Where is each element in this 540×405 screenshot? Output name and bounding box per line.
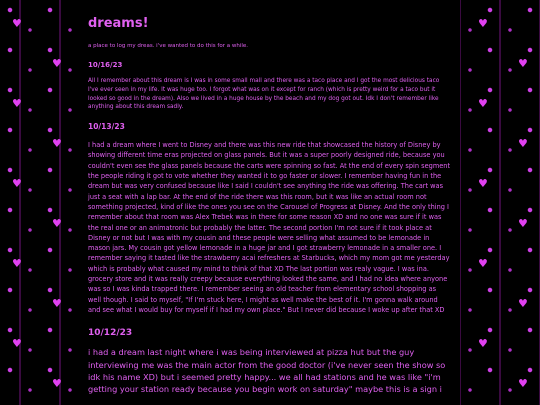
- heart-icon: ♥: [518, 297, 528, 310]
- heart-icon: ♥: [478, 257, 488, 270]
- heart-icon: ♥: [518, 377, 528, 390]
- heart-icon: ♥: [52, 137, 62, 150]
- heart-icon: ♥: [518, 217, 528, 230]
- post-date[interactable]: 10/13/23: [88, 122, 125, 132]
- blog-subtitle: a place to log my dreas. i've wanted to do this for a while.: [88, 43, 248, 49]
- heart-icon: ♥: [52, 377, 62, 390]
- heart-icon: ♥: [12, 177, 22, 190]
- post-body: I had a dream where I went to Disney and there was this new ride that showcased the history of Disney by showing different time eras projected on glass panels. But it was a super poorly designed ride, because you couldn't even see the glass panels because the carts were spinning so fast. At the end of every spin segment the people riding it got to vote whether they wanted it to go faster or slower. I remember having fun in the dream but was very confused because like I said I couldn't see anything the ride was offering. The cart was just a seat with a lap bar. At the end of the ride there was this room, but it was like an actual room not something projected, kind of like the ones you see on the Carousel of Progress at Disney. And the only thing I remember about that room was Alex Trebek was in there for some reason XD and no one was sure if it was the real one or an animatronic but probably the latter. The second portion I'm not sure if it took place at Disney or not but I was with my cousin and these people were selling what assumed to be lemonade in mason jars. My cousin got yellow lemonade in a huge jar and I got strawberry lemonade in a smaller one. I remember saying it tasted like the strawberry acai refreshers at Starbucks, which my mom got me yesterday which is probably what caused my mind to think of that XD The last portion was realy vague. I was ina. grocery store and it was really creepy because everything looked the same, and I had no idea where anyone was so I was kinda trapped there. I remember seeing an old teacher from elementary school shopping as well though. I said to myself, "If I'm stuck here, I might as well make the best of it. I'm gonna walk around and see what I would buy for myself if I had my own place." But I never did because I woke up after that XD: [88, 141, 451, 314]
- heart-icon: ♥: [12, 337, 22, 350]
- post-date[interactable]: 10/16/23: [88, 61, 123, 69]
- heart-icon: ♥: [478, 17, 488, 30]
- heart-icon: ♥: [518, 57, 528, 70]
- heart-icon: ♥: [478, 337, 488, 350]
- heart-icon: ♥: [518, 137, 528, 150]
- post-body: All I remember about this dream is I was in some small mall and there was a taco place and I got the most delicious taco I've ever seen in my life. It was huge too. I forgot what was on it except for ranch (which is pretty weird for a taco but it looked so good in the dream). Also we lived in a huge house by the beach and my dog got out. Idk I don't remember like anything about this dream sadly.: [88, 78, 440, 111]
- post: [88, 122, 451, 315]
- heart-icon: ♥: [52, 217, 62, 230]
- heart-icon: ♥: [52, 297, 62, 310]
- post: [88, 61, 451, 112]
- post-date[interactable]: 10/12/23: [88, 328, 133, 339]
- blog-content: [79, 0, 460, 405]
- blog-title[interactable]: dreams!: [88, 16, 149, 31]
- heart-icon: ♥: [478, 177, 488, 190]
- post: [88, 328, 451, 396]
- heart-icon: ♥: [12, 257, 22, 270]
- heart-icon: ♥: [52, 57, 62, 70]
- post-body: i had a dream last night where i was being interviewed at pizza hut but the guy interviewing me was the main actor from the good doctor (i've never seen the show so idk his name XD) but i seemed pretty happy... we all had stations and he was like "i'm getting your station ready because you begin work on saturday" maybe this is a sign i: [88, 347, 446, 395]
- heart-icon: ♥: [478, 97, 488, 110]
- heart-icon: ♥: [12, 97, 22, 110]
- heart-icon: ♥: [12, 17, 22, 30]
